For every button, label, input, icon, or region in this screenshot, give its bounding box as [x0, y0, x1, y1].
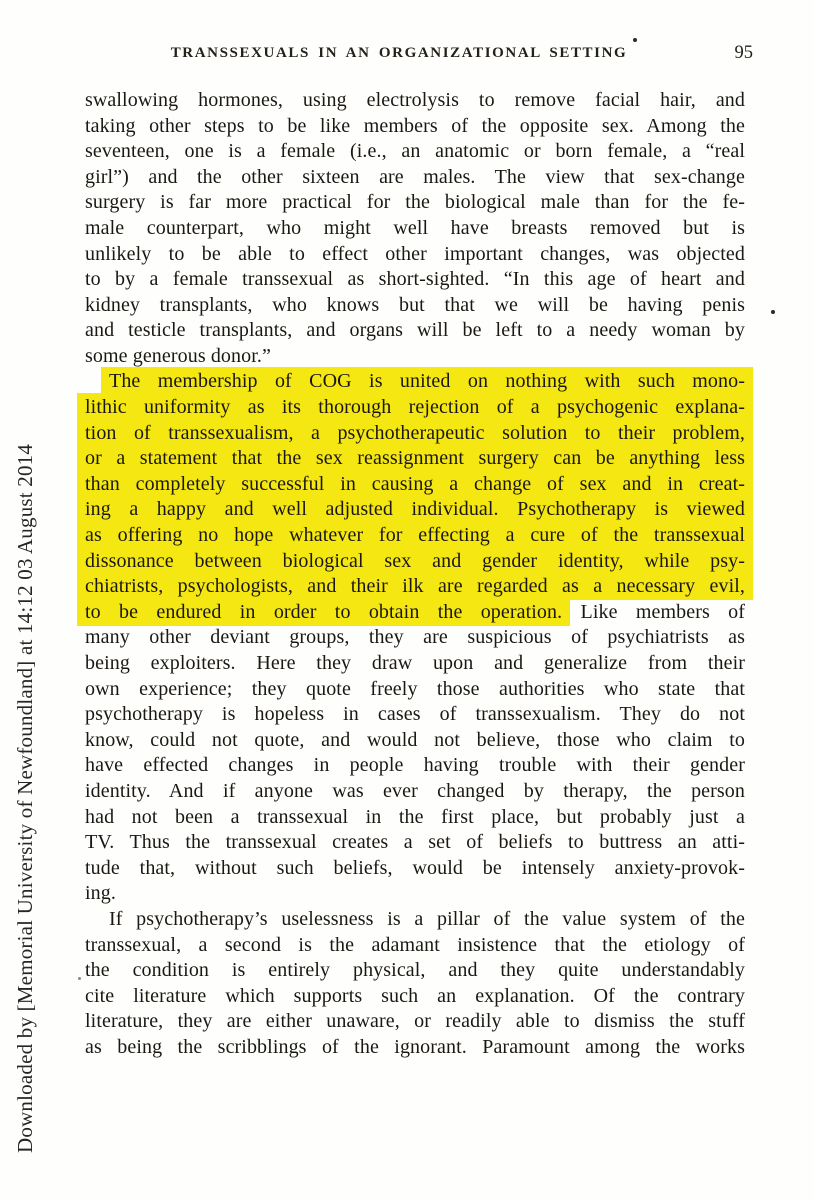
- text-line: [85, 216, 745, 242]
- text-line: [85, 600, 745, 626]
- body-text: many other deviant groups, they are suspicious of psychiatrists as: [85, 626, 745, 649]
- text-line: [85, 574, 745, 600]
- download-watermark-text: Downloaded by [Memorial University of Newfoundland] at 14:12 03 August 2014: [13, 443, 37, 1153]
- body-text: being exploiters. Here they draw upon and generalize from their: [85, 652, 745, 675]
- body-text: TV. Thus the transsexual creates a set of beliefs to buttress an atti-: [85, 831, 745, 854]
- text-line: [85, 958, 745, 984]
- text-line: [85, 165, 745, 191]
- text-line: [85, 702, 745, 728]
- text-line: [85, 881, 745, 907]
- highlighted-text: dissonance between biological sex and gender identity, while psy-: [85, 547, 745, 575]
- body-text: the condition is entirely physical, and they quite understandably: [85, 959, 745, 982]
- highlighted-text: ing a happy and well adjusted individual. Psychotherapy is viewed: [85, 495, 745, 523]
- body-text: identity. And if anyone was ever changed by therapy, the person: [85, 780, 745, 803]
- text-line: [85, 1035, 745, 1061]
- body-text: male counterpart, who might well have breasts removed but is: [85, 216, 745, 239]
- scan-speck: [633, 38, 637, 42]
- text-line: [85, 651, 745, 677]
- body-text-column: [85, 88, 745, 1061]
- text-line: [85, 907, 745, 933]
- text-line: [85, 395, 745, 421]
- body-text: tude that, without such beliefs, would be intensely anxiety-provok-: [85, 856, 745, 879]
- text-line: [85, 190, 745, 216]
- body-text: taking other steps to be like members of the opposite sex. Among the: [85, 114, 745, 137]
- highlighted-text: as offering no hope whatever for effecting a cure of the transsexual: [85, 521, 745, 549]
- text-line: [85, 242, 745, 268]
- text-line: [85, 1009, 745, 1035]
- highlighted-text: The membership of COG is united on nothing with such mono-: [109, 367, 745, 395]
- body-text: own experience; they quote freely those authorities who state that: [85, 677, 745, 700]
- highlighted-text: lithic uniformity as its thorough rejection of a psychogenic explana-: [85, 393, 745, 421]
- text-line: [85, 625, 745, 651]
- text-line: [85, 728, 745, 754]
- text-line: [85, 293, 745, 319]
- text-line: [85, 779, 745, 805]
- highlighted-text: than completely successful in causing a change of sex and in creat-: [85, 470, 745, 498]
- text-line: [85, 472, 745, 498]
- body-text: ing.: [85, 882, 116, 905]
- body-text: literature, they are either unaware, or readily able to dismiss the stuff: [85, 1010, 745, 1033]
- body-text: as being the scribblings of the ignorant. Paramount among the works: [85, 1035, 745, 1058]
- text-line: [85, 446, 745, 472]
- highlighted-text: tion of transsexualism, a psychotherapeutic solution to their problem,: [85, 419, 745, 447]
- body-text: psychotherapy is hopeless in cases of transsexualism. They do not: [85, 703, 745, 726]
- text-line: [85, 498, 745, 524]
- body-text: some generous donor.”: [85, 344, 271, 367]
- text-line: [85, 856, 745, 882]
- text-line: [85, 267, 745, 293]
- text-line: [85, 677, 745, 703]
- body-text: Like members of: [580, 600, 745, 623]
- body-text: girl”) and the other sixteen are males. The view that sex-change: [85, 165, 745, 188]
- scan-speck: [771, 310, 775, 314]
- text-line: [85, 88, 745, 114]
- scan-speck: [78, 977, 81, 980]
- page-number: 95: [734, 43, 753, 63]
- text-line: [85, 753, 745, 779]
- text-line: [85, 139, 745, 165]
- page-header: [85, 45, 753, 67]
- body-text: to by a female transsexual as short-sighted. “In this age of heart and: [85, 268, 745, 291]
- text-line: [85, 421, 745, 447]
- text-line: [85, 523, 745, 549]
- running-head-title: TRANSSEXUALS IN AN ORGANIZATIONAL SETTING: [170, 45, 628, 61]
- body-text: swallowing hormones, using electrolysis to remove facial hair, and: [85, 89, 745, 111]
- text-line: [85, 984, 745, 1010]
- text-line: [85, 370, 745, 396]
- highlighted-text: to be endured in order to obtain the operation.: [85, 598, 562, 626]
- body-text: surgery is far more practical for the biological male than for the fe-: [85, 191, 745, 214]
- body-text: know, could not quote, and would not believe, those who claim to: [85, 728, 745, 751]
- text-line: [85, 933, 745, 959]
- body-text: had not been a transsexual in the first place, but probably just a: [85, 805, 745, 828]
- text-line: [85, 805, 745, 831]
- body-text: seventeen, one is a female (i.e., an anatomic or born female, a “real: [85, 140, 745, 163]
- highlighted-text: or a statement that the sex reassignment surgery can be anything less: [85, 444, 745, 472]
- text-line: [85, 549, 745, 575]
- body-text: and testicle transplants, and organs will be left to a needy woman by: [85, 319, 745, 342]
- body-text: have effected changes in people having trouble with their gender: [85, 754, 745, 777]
- text-line: [85, 344, 745, 370]
- highlighted-text: chiatrists, psychologists, and their ilk are regarded as a necessary evil,: [85, 572, 745, 600]
- body-text: cite literature which supports such an explanation. Of the contrary: [85, 984, 745, 1007]
- body-text: If psychotherapy’s uselessness is a pillar of the value system of the: [109, 908, 745, 930]
- body-text: transsexual, a second is the adamant insistence that the etiology of: [85, 933, 745, 956]
- body-text: kidney transplants, who knows but that we will be having penis: [85, 293, 745, 316]
- text-line: [85, 830, 745, 856]
- body-text: unlikely to be able to effect other important changes, was objected: [85, 242, 745, 265]
- text-line: [85, 318, 745, 344]
- text-line: [85, 114, 745, 140]
